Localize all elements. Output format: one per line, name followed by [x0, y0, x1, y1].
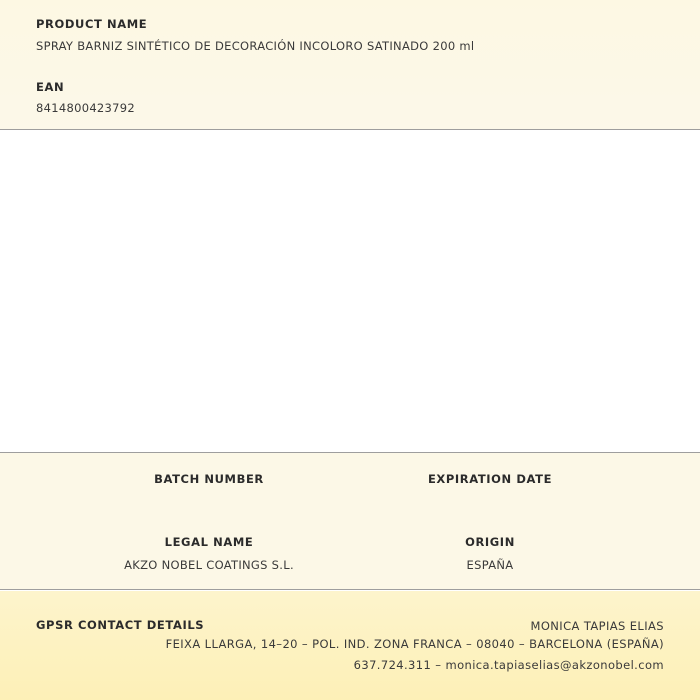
- product-header: [0, 0, 700, 130]
- expiration-date-block: [380, 472, 600, 495]
- product-image-area: [0, 131, 700, 452]
- ean-value: 8414800423792: [36, 101, 136, 115]
- origin-value: ESPAÑA: [466, 558, 514, 572]
- origin-block: [380, 535, 600, 572]
- expiration-date-label: EXPIRATION DATE: [427, 472, 553, 486]
- batch-number-block: [99, 472, 319, 495]
- gpsr-contact-phone-email: 637.724.311 – monica.tapiaselias@akzonobel.com: [353, 658, 664, 672]
- product-name-value: SPRAY BARNIZ SINTÉTICO DE DECORACIÓN INCOLORO SATINADO 200 ml: [36, 39, 475, 53]
- gpsr-contact-address: FEIXA LLARGA, 14–20 – POL. IND. ZONA FRANCA – 08040 – BARCELONA (ESPAÑA): [165, 637, 664, 651]
- product-details-band: [0, 452, 700, 590]
- legal-name-value: AKZO NOBEL COATINGS S.L.: [124, 558, 294, 572]
- gpsr-contact-footer: [0, 591, 700, 700]
- legal-name-label: LEGAL NAME: [164, 535, 254, 549]
- gpsr-contact-name: MONICA TAPIAS ELIAS: [530, 619, 664, 633]
- batch-number-label: BATCH NUMBER: [154, 472, 264, 486]
- ean-label: EAN: [36, 80, 65, 94]
- origin-label: ORIGIN: [465, 535, 515, 549]
- gpsr-contact-label: GPSR CONTACT DETAILS: [36, 618, 205, 632]
- product-name-label: PRODUCT NAME: [36, 17, 148, 31]
- legal-name-block: [99, 535, 319, 572]
